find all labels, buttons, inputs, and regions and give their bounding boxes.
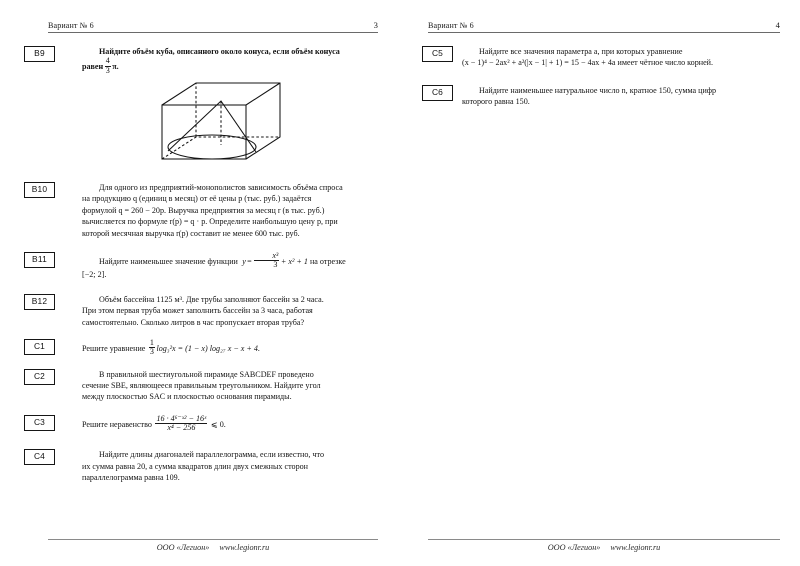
task-label-c1: C1 (24, 339, 55, 355)
task-label-b10: B10 (24, 182, 55, 198)
footer-org-left: ООО «Легион» (156, 543, 210, 552)
page-right (400, 0, 800, 566)
task-c1-equation: log₃²x = (1 − x) log₂₇ x − x + 4. (156, 343, 260, 353)
task-c4 (33, 449, 378, 483)
task-label-c4: C4 (24, 449, 55, 465)
task-c3-line1-pre: Решите неравенство (82, 419, 152, 429)
task-b12 (31, 294, 378, 328)
figure-cube-with-inscribed-cone (82, 79, 378, 168)
footer-org-right: ООО «Легион» (547, 543, 601, 552)
task-b11-eq-lhs: y (242, 256, 246, 266)
task-c5-body (462, 46, 780, 69)
task-c6-body (462, 85, 780, 108)
task-c4-line1: Найдите длины диагоналей параллелограмма, если известно, что (99, 450, 324, 460)
task-c5-line1: Найдите все значения параметра a, при которых уравнение (479, 47, 683, 56)
task-c2-line3: между плоскостью SAC и плоскостью основания пирамиды. (82, 392, 292, 402)
task-c6 (428, 85, 780, 108)
task-c3-fraction: $\frac{\text{16 · 4⁶⁻ˣ² − 16ˣ}}{\text{x⁴ − 256}}$ (156, 413, 207, 433)
task-b11-body: Найдите наименьшее значение функции y= $\frac{\text{x³}}{3}$ + x² + 1 на отрезке [−2; 2]. (82, 252, 378, 281)
task-c2 (33, 369, 378, 403)
task-c1-fraction: $\frac{1}{3}$ (149, 338, 154, 357)
task-b12-body (82, 294, 378, 328)
task-label-b9: B9 (24, 46, 55, 62)
task-b9-fraction: $\frac{4}{3}$ (105, 56, 110, 75)
task-c3-body (82, 415, 378, 433)
task-b10-line4: вычисляется по формуле r(p) = q · p. Определите наибольшую цену p, при (82, 217, 338, 227)
task-c6-line1: Найдите наименьшее натуральное число n, кратное 150, сумма цифр (479, 85, 717, 95)
task-label-c2: C2 (24, 369, 55, 385)
task-label-b12: B12 (24, 294, 55, 310)
task-b12-line3: самостоятельно. Сколько литров в час пропускает вторая труба? (82, 317, 305, 327)
task-b11 (32, 250, 378, 281)
task-b9-line2-suffix: π. (112, 62, 119, 72)
task-c2-line2: сечение SBE, являющееся правильным треугольником. Найдите угол (82, 380, 321, 390)
task-b10-line5: которой месячная выручка r(p) составит не менее 600 тыс. руб. (82, 228, 300, 238)
task-c3-eq-post: ⩽ 0. (210, 419, 226, 429)
task-c4-body (82, 449, 378, 483)
task-c1 (33, 338, 378, 357)
running-head-right (428, 20, 780, 33)
task-b11-line1-pre: Найдите наименьшее значение функции (99, 256, 238, 266)
task-b9 (34, 46, 378, 168)
page-number-left: 3 (373, 20, 378, 30)
task-b10-line3: формулой q = 260 − 20p. Выручка предприятия за месяц r (в тыс. руб.) (82, 205, 325, 215)
task-label-c3: C3 (24, 415, 55, 431)
task-b10 (31, 182, 378, 239)
task-label-b11: B11 (24, 252, 55, 268)
variant-title-right: Вариант № 6 (428, 21, 474, 30)
task-c1-body (82, 339, 378, 357)
task-b11-eq-rest: + x² + 1 (280, 256, 308, 266)
task-b10-line1: Для одного из предприятий-монополистов зависимость объёма спроса (99, 182, 343, 192)
task-c1-line1-pre: Решите уравнение (82, 343, 146, 353)
task-b11-line1-post: на отрезке (309, 256, 346, 266)
task-b11-fraction: $\frac{\text{x³}}{3}$ (254, 252, 279, 270)
task-b11-line2: [−2; 2]. (82, 270, 107, 280)
task-c2-body (82, 369, 378, 403)
task-b9-line2-prefix: равен (82, 62, 104, 72)
task-c6-line2: которого равна 150. (462, 97, 530, 107)
task-b12-line1: Объём бассейна 1125 м³. Две трубы заполняют бассейн за 2 часа. (99, 294, 324, 304)
task-b10-line2: на продукцию q (единиц в месяц) от её цены p (тыс. руб.) задаётся (82, 194, 312, 204)
footer-url-right: www.legionr.ru (610, 543, 661, 552)
task-c4-line3: параллелограмма равна 109. (82, 473, 180, 483)
page-number-right: 4 (775, 20, 780, 30)
variant-title-left: Вариант № 6 (48, 21, 94, 30)
task-c2-line1: В правильной шестиугольной пирамиде SABCDEF проведено (99, 369, 314, 379)
running-foot-left (48, 539, 378, 552)
task-label-c5: C5 (422, 46, 453, 62)
task-c5 (428, 46, 780, 69)
task-c5-line2: (x − 1)⁴ − 2ax² + a²(|x − 1| + 1) = 15 − 4ax + 4a имеет чётное число корней. (462, 58, 714, 68)
cube-cone-svg (146, 79, 314, 163)
task-b9-body (82, 46, 378, 75)
task-b9-line1: Найдите объём куба, описанного около конуса, если объём конуса (99, 47, 340, 56)
task-b10-body (82, 182, 378, 239)
task-c3 (33, 413, 378, 433)
task-label-c6: C6 (422, 85, 453, 101)
footer-url-left: www.legionr.ru (219, 543, 270, 552)
running-head-left (48, 20, 378, 33)
task-c4-line2: их сумма равна 20, а сумма квадратов длин двух смежных сторон (82, 461, 308, 471)
task-b12-line2: При этом первая труба может заполнить бассейн за 3 часа, работая (82, 306, 313, 316)
running-foot-right (428, 539, 780, 552)
